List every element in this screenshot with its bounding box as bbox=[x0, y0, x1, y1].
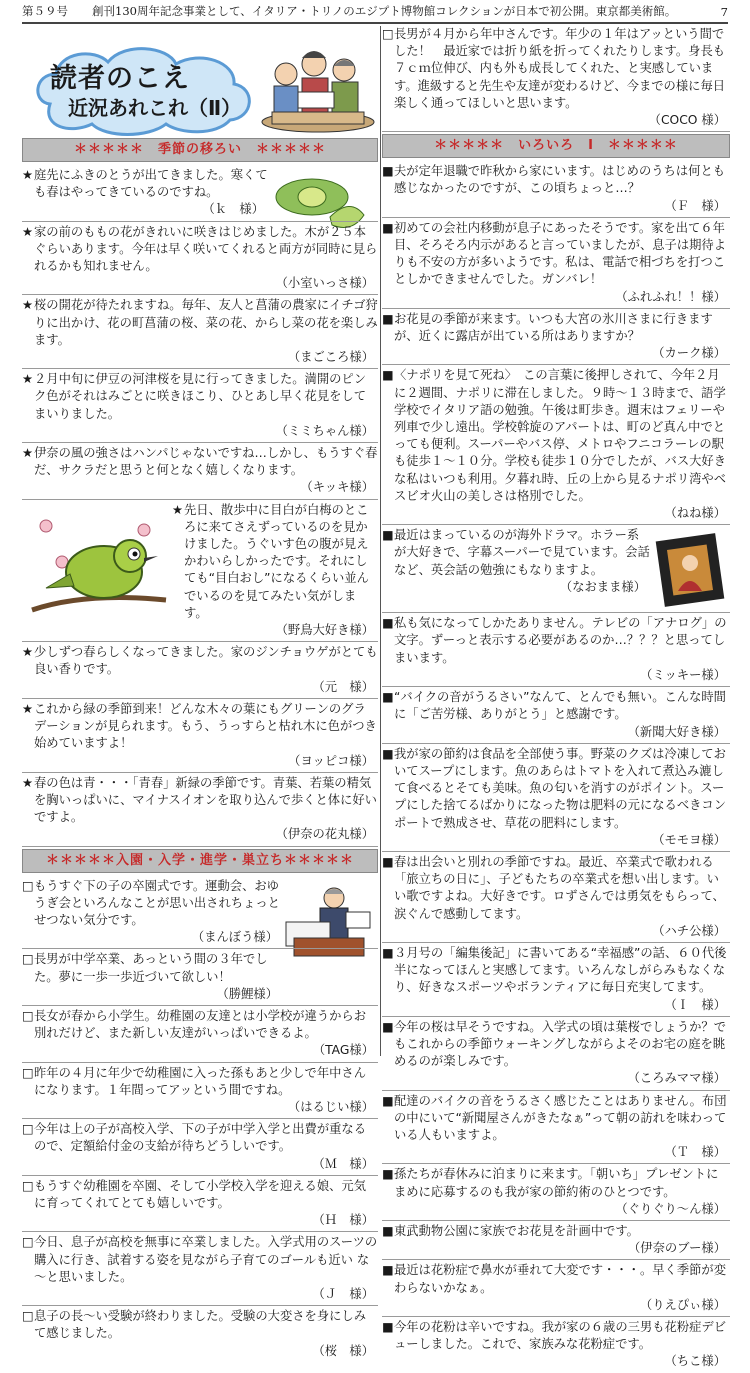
misc-entry: ■ 孫たちが春休みに泊まりに来ます。「朝いち」プレゼントにまめに応募するのも我が家の節約術のひとつです。 （ぐりぐり～ん様） bbox=[382, 1166, 730, 1221]
season-entry: ★ 桜の開花が待たれますね。毎年、友人と菖蒲の農家にイチゴ狩りに出かけ、花の町菖蒲の桜、菜の花、からし菜の花を楽しみます。 （まごころ様） bbox=[22, 297, 378, 369]
misc-list bbox=[382, 163, 730, 1372]
misc-entry: ■ お花見の季節が来ます。いつも大宮の氷川さまに行きますが、近くに露店が出ている所はありますか？ （カーク様） bbox=[382, 311, 730, 366]
column-divider bbox=[380, 26, 381, 1056]
misc-entry: ■ “バイクの音がうるさい”なんて、とんでも無い。こんな時間に「ご苦労様、ありがとう」と感謝です。 （新聞大好き様） bbox=[382, 689, 730, 744]
misc-entry: ■ 私も気になってしかたありません。テレビの「アナログ」の文字。ずーっと表示する必要があるのか…？？？と思ってしまいます。 （ミッキー様） bbox=[382, 615, 730, 687]
misc-entry: ■ 春は出会いと別れの季節ですね。最近、卒業式で歌われる「旅立ちの日に」、子どもたちの卒業式を想い出します。いい歌ですよね。大好きです。ロずさんでは勇気をもらって、涙ぐんで感動してます。 （ハチ公様） bbox=[382, 854, 730, 943]
film-reel-illustration bbox=[656, 533, 724, 607]
misc-entry: ■ 初めての会社内移動が息子にあったそうです。家を出て６年目、そろそろ内示があると言っていましたが、息子は期待よりも不安の方が多いようです。私は、電話で相づちを打つことしかできませんでした。ガンバレ！ （ふれふれ！！様） bbox=[382, 220, 730, 309]
page-number: 7 bbox=[720, 5, 728, 19]
hero-title: 読者のこえ bbox=[50, 63, 190, 94]
school-entry: □ もうすぐ下の子の卒園式です。運動会、おゆうぎ会といろんなことが思い出されちょっとせつない気分です。 （まんぼう様） bbox=[22, 878, 378, 950]
misc-entry: ■ ３月号の「編集後記」に書いてある“幸福感”の話、６０代後半になってほんと実感してます。いろんなしがらみもなくなり、好きなスポーツやボランティアに毎日充実してます。 （Ｉ 様） bbox=[382, 945, 730, 1017]
misc-entry: ■ 我が家の節約は食品を全部使う事。野菜のクズは冷凍しておいてスープにします。魚のあらはトマトを入れて煮込み漉して食べるとそても美味。魚の匂いを消すのがポイント。スープにした捨てるばかりになった物は肥料の元になるべきコンポートで熟成させ、草花の肥料にします。 （モモヨ様） bbox=[382, 746, 730, 852]
hero-subtitle: 近況あれこれ（Ⅱ） bbox=[68, 96, 242, 120]
misc-entry: ■ 配達のバイクの音をうるさく感じたことはありません。布団の中にいて“新聞屋さんがきたなぁ”って朝の訪れを味わっている人もいますよ。 （Ｔ 様） bbox=[382, 1093, 730, 1165]
white-eye-bird-illustration bbox=[26, 506, 172, 628]
season-entry: ★ ２月中旬に伊豆の河津桜を見に行ってきました。満開のピンク色がそれはみごとに咲きほこり、ひとあし早く花見をしてまいりました。 （ミミちゃん様） bbox=[22, 371, 378, 443]
school-entry: □ 息子の長～い受験が終わりました。受験の大変さを身にしみて感じました。 （桜 様） bbox=[22, 1309, 374, 1358]
page-header bbox=[22, 0, 728, 24]
season-entry: ★ 春の色は青・・・「青春」新緑の季節です。青葉、若葉の精気を胸いっぱいに、マイナスイオンを取り込んで歩くと体に好いですよ。 （伊奈の花丸様） bbox=[22, 775, 378, 847]
school-entry: □ 今年は上の子が高校入学、下の子が中学入学と出費が重なるので、定額給付金の支給が待ちどうしいです。 （Ｍ 様） bbox=[22, 1121, 378, 1176]
issue-number: 第５９号 bbox=[22, 4, 68, 18]
season-entry: ★ これから緑の季節到来！どんな木々の葉にもグリーンのグラデーションが見られます。もう、うっすらと枯れ木に色がつき始めていますよ！ （ヨッピコ様） bbox=[22, 701, 378, 773]
left-column bbox=[22, 26, 378, 1358]
section-header-misc: ＊＊＊＊＊ いろいろ Ⅰ ＊＊＊＊＊ bbox=[382, 134, 730, 158]
misc-entry: ■ 東武動物公園に家族でお花見を計画中です。 （伊奈のブー様） bbox=[382, 1223, 730, 1260]
section-header-school: ＊＊＊＊＊入園・入学・進学・巣立ち＊＊＊＊＊ bbox=[22, 849, 378, 873]
school-entry-continued: □ 長男が４月から年中さんです。年少の１年はアッという間でした！ 最近家では折り紙を折ってくれたりします。身長も７ｃｍ位伸び、内も外も成長してくれた、と実感しています。進級すると先生や友達が変わるけど、今までの様に毎日楽しく通ってほしいと思います。 （COCO 様） bbox=[382, 26, 730, 132]
season-list bbox=[22, 167, 378, 847]
season-entry: ★ 庭先にふきのとうが出てきました。寒くても春はやってきているのですね。 （ｋ 様） bbox=[22, 167, 378, 222]
school-entry: □ 長男が中学卒業、あっという間の３年でした。夢に一歩一歩近づいて欲しい！ （勝鯉様） bbox=[22, 951, 378, 1006]
school-entry: □ 今日、息子が高校を無事に卒業しました。入学式用のスーツの購入に行き、試着する姿を見ながら子育てのゴールも近い な～と思いました。 （Ｊ 様） bbox=[22, 1234, 378, 1306]
school-entry: □ 昨年の４月に年少で幼稚園に入った孫もあと少しで年中さんになります。１年間ってアッという間ですね。 （はるじい様） bbox=[22, 1065, 378, 1120]
hero-banner bbox=[22, 26, 378, 136]
season-entry: ★ 少しずつ春らしくなってきました。家のジンチョウゲがとても良い香りです。 （元 様） bbox=[22, 644, 378, 699]
season-entry: ★ 家の前のももの花がきれいに咲きはじめました。木が２５本ぐらいあります。今年は早く咲いてくれると両方が同時に見られるかも知れません。 （小室いっさ様） bbox=[22, 224, 378, 296]
school-entry: □ 長女が春から小学生。幼稚園の友達とは小学校が違うからお別れだけど、また新しい友達がいっぱいできるよ。 （TAG様） bbox=[22, 1008, 378, 1063]
misc-entry: ■ 今年の花粉は辛いですね。我が家の６歳の三男も花粉症デビューしました。これで、家族みな花粉症です。 （ちこ様） bbox=[382, 1320, 727, 1369]
season-entry: ★ 伊奈の風の強さはハンパじゃないですね…しかし、もうすぐ春だ、サクラだと思うと何となく嬉しくなります。 （キッキ様） bbox=[22, 445, 378, 500]
people-reading-illustration bbox=[258, 36, 378, 134]
header-news: 創刊130周年記念事業として、イタリア・トリノのエジプト博物館コレクションが日本で初公開。東京都美術館。 bbox=[92, 4, 677, 18]
misc-entry: ■ 今年の桜は早そうですね。入学式の頃は葉桜でしょうか？でもこれからの季節ウォーキングしながらよそのお宅の庭を眺めるのが楽しみです。 （ころみママ様） bbox=[382, 1019, 730, 1091]
section-header-season: ＊＊＊＊＊ 季節の移ろい ＊＊＊＊＊ bbox=[22, 138, 378, 162]
misc-entry: ■ 最近はまっているのが海外ドラマ。ホラー系が大好きで、字幕スーパーで見ています。会話など、英会話の勉強にもなりますよ。 （なおまま様） bbox=[382, 527, 730, 613]
misc-entry: ■ 〈ナポリを見て死ね〉 この言葉に後押しされて、今年２月に２週間、ナポリに滞在しました。９時～１３時まで、語学学校でイタリア語の勉強。午後は町歩き。週末はフェリーや列車で少し遠出。学校斡旋のアパートは、町のど真ん中でとっても便利。スーパーやバス停、メトロやフニコラーレの駅も徒歩１～１０分。学校も徒歩１０分でしたが、バス大好きな私はいつも利用。夕暮れ時、丘の上から見るナポリ湾やベスビオ火山の美しさは格別でした。 （ねね様） bbox=[382, 367, 730, 525]
school-entry: □ もうすぐ幼稚園を卒園、そして小学校入学を迎える娘、元気に育ってくれてとても嬉しいです。 （Ｈ 様） bbox=[22, 1178, 378, 1233]
season-entry: ★ 先日、散歩中に目白が白梅のところに来てさえずっているのを見かけました。うぐいす色の腹が見えかわいらしかったです。それにしても“目白おし”になるくらい並んでいるのを見てみたい気がします。 （野鳥大好き様） bbox=[22, 502, 378, 643]
right-column bbox=[382, 26, 730, 1369]
misc-entry: ■ 最近は花粉症で鼻水が垂れて大変です・・・。早く季節が変わらないかなぁ。 （りえぴぃ様） bbox=[382, 1262, 730, 1317]
misc-entry: ■ 夫が定年退職で昨秋から家にいます。はじめのうちは何とも感じなかったのですが、この頃ちょっと…？ （Ｆ 様） bbox=[382, 163, 730, 218]
school-list bbox=[22, 878, 378, 1362]
